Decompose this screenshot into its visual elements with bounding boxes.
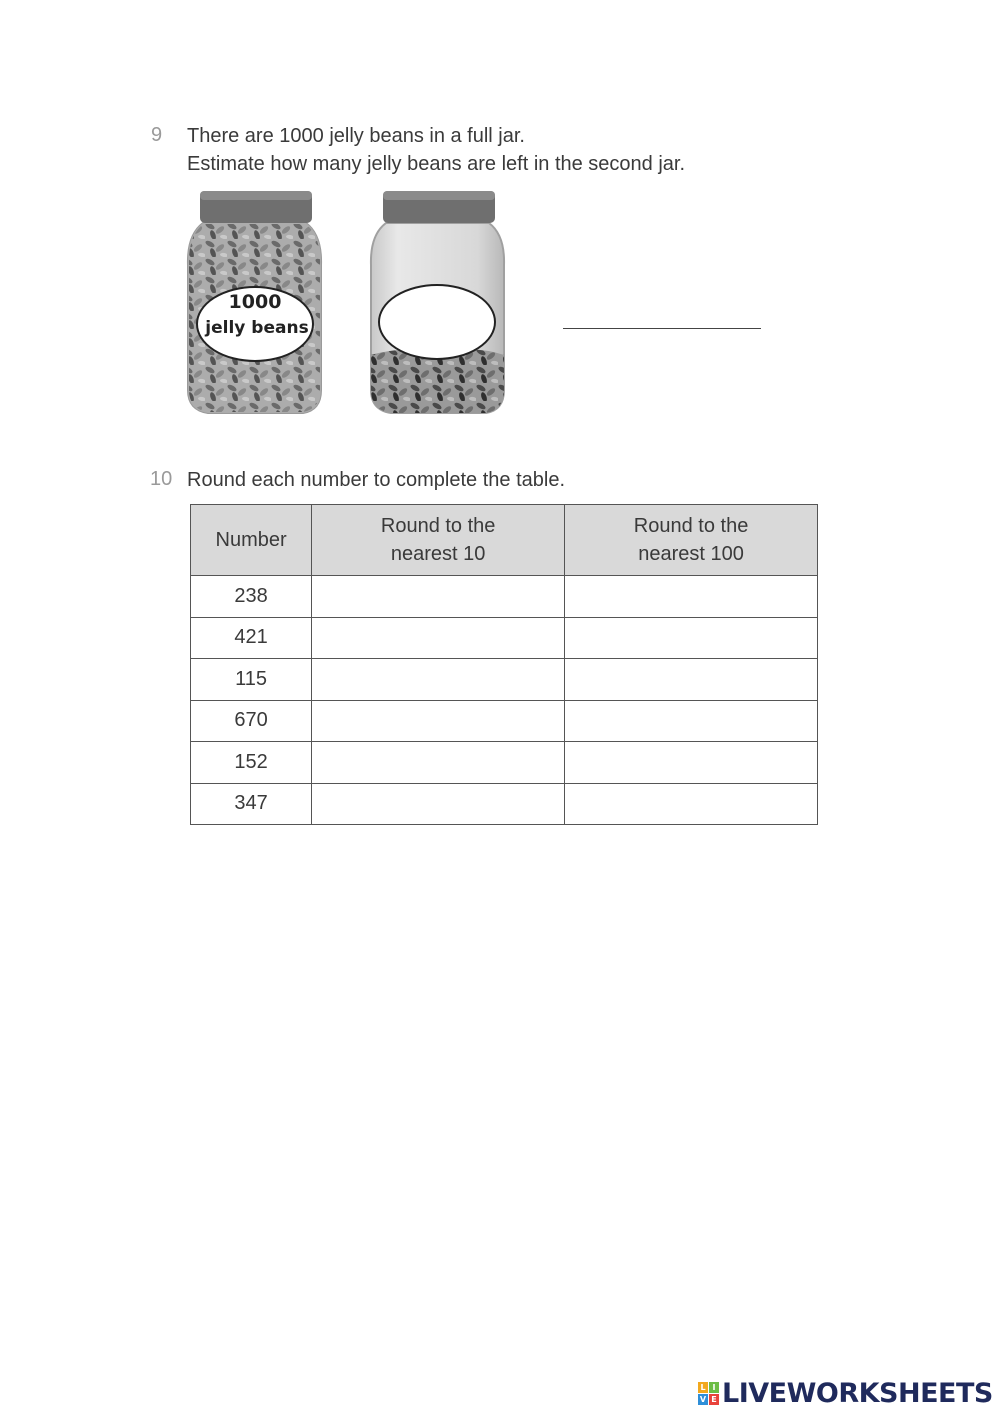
question-9-line-1: There are 1000 jelly beans in a full jar. (187, 125, 525, 147)
second-jar (371, 191, 504, 413)
table-row (191, 783, 818, 825)
table-row (191, 659, 818, 701)
nearest-10-input-cell[interactable] (312, 576, 565, 618)
question-10-number: 10 (150, 468, 173, 490)
nearest-100-input-cell[interactable] (565, 617, 818, 659)
nearest-10-input-cell[interactable] (312, 617, 565, 659)
table-row (191, 742, 818, 784)
rounding-table (190, 504, 818, 825)
number-cell: 152 (191, 742, 312, 784)
logo-mark-icon (698, 1382, 719, 1405)
logo-text: LIVEWORKSHEETS (722, 1378, 993, 1409)
number-cell: 115 (191, 659, 312, 701)
header-nearest-10-line-1: Round to the (380, 515, 496, 537)
logo-letter-v: V (699, 1395, 707, 1404)
nearest-10-input-cell[interactable] (312, 659, 565, 701)
logo-letter-i: I (709, 1382, 719, 1393)
question-9-number: 9 (151, 124, 163, 146)
table-row (191, 576, 818, 618)
full-jar (188, 191, 321, 413)
question-9-line-2: Estimate how many jelly beans are left in the second jar. (187, 153, 686, 175)
number-cell: 238 (191, 576, 312, 618)
logo-letter-e: E (709, 1394, 719, 1405)
header-number: Number (191, 505, 312, 576)
logo-letter-l: L (698, 1382, 708, 1393)
table-header-row (191, 505, 818, 576)
nearest-100-input-cell[interactable] (565, 783, 818, 825)
nearest-10-input-cell[interactable] (312, 783, 565, 825)
nearest-100-input-cell[interactable] (565, 742, 818, 784)
jelly-bean-jars-illustration (183, 185, 513, 420)
header-nearest-100-line-1: Round to the (633, 515, 749, 537)
number-cell: 347 (191, 783, 312, 825)
jar-label-unit: jelly beans (205, 318, 309, 338)
jar-label-count: 1000 (228, 291, 282, 313)
question-10-text: Round each number to complete the table. (187, 469, 566, 491)
estimate-answer-line[interactable] (563, 328, 761, 329)
header-nearest-10-line-2: nearest 10 (390, 543, 486, 565)
header-nearest-10 (312, 505, 565, 576)
table-row (191, 617, 818, 659)
header-nearest-100-line-2: nearest 100 (638, 543, 744, 565)
liveworksheets-logo[interactable] (698, 1378, 993, 1409)
jar-label-blank (379, 285, 495, 359)
question-9-text (187, 122, 685, 178)
nearest-100-input-cell[interactable] (565, 659, 818, 701)
table-row (191, 700, 818, 742)
header-nearest-100 (565, 505, 818, 576)
number-cell: 670 (191, 700, 312, 742)
nearest-100-input-cell[interactable] (565, 576, 818, 618)
nearest-100-input-cell[interactable] (565, 700, 818, 742)
nearest-10-input-cell[interactable] (312, 700, 565, 742)
number-cell: 421 (191, 617, 312, 659)
nearest-10-input-cell[interactable] (312, 742, 565, 784)
